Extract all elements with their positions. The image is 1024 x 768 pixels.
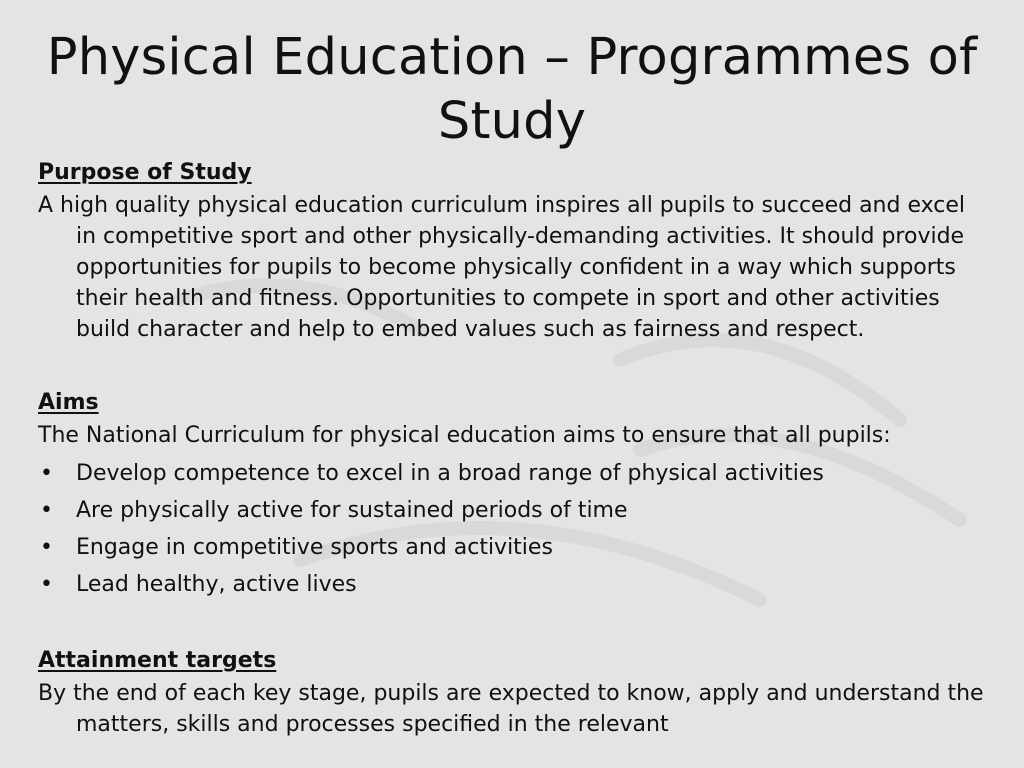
purpose-paragraph: A high quality physical education curriculum inspires all pupils to succeed and excel in competitive sport and other physically-demanding activities. It should provide opportunities for pupils to become physically confident in a way which supports their health and fitness. Opportunities to compete in sport and other activities build character and help to embed values such as fairness and respect.: [38, 193, 965, 342]
aim-text: Lead healthy, active lives: [76, 572, 357, 597]
bullet-icon: •: [40, 498, 53, 523]
list-item: [38, 529, 984, 566]
slide-body: [38, 155, 984, 740]
attainment-heading: Attainment targets: [38, 648, 277, 673]
aims-list: [38, 455, 984, 603]
list-item: [38, 566, 984, 603]
aim-text: Engage in competitive sports and activities: [76, 535, 553, 560]
section-spacer: [38, 345, 984, 385]
purpose-heading: Purpose of Study: [38, 160, 252, 185]
bullet-icon: •: [40, 461, 53, 486]
aim-text: Are physically active for sustained periods of time: [76, 498, 628, 523]
section-spacer: [38, 603, 984, 643]
list-item: [38, 492, 984, 529]
aim-text: Develop competence to excel in a broad range of physical activities: [76, 461, 824, 486]
slide-title: Physical Education – Programmes of Study: [46, 28, 978, 151]
attainment-paragraph: By the end of each key stage, pupils are expected to know, apply and understand the matters, skills and processes specified in the relevant: [38, 681, 984, 737]
bullet-icon: •: [40, 572, 53, 597]
list-item: [38, 455, 984, 492]
aims-intro: The National Curriculum for physical education aims to ensure that all pupils:: [38, 423, 891, 448]
bullet-icon: •: [40, 535, 53, 560]
aims-heading: Aims: [38, 390, 99, 415]
